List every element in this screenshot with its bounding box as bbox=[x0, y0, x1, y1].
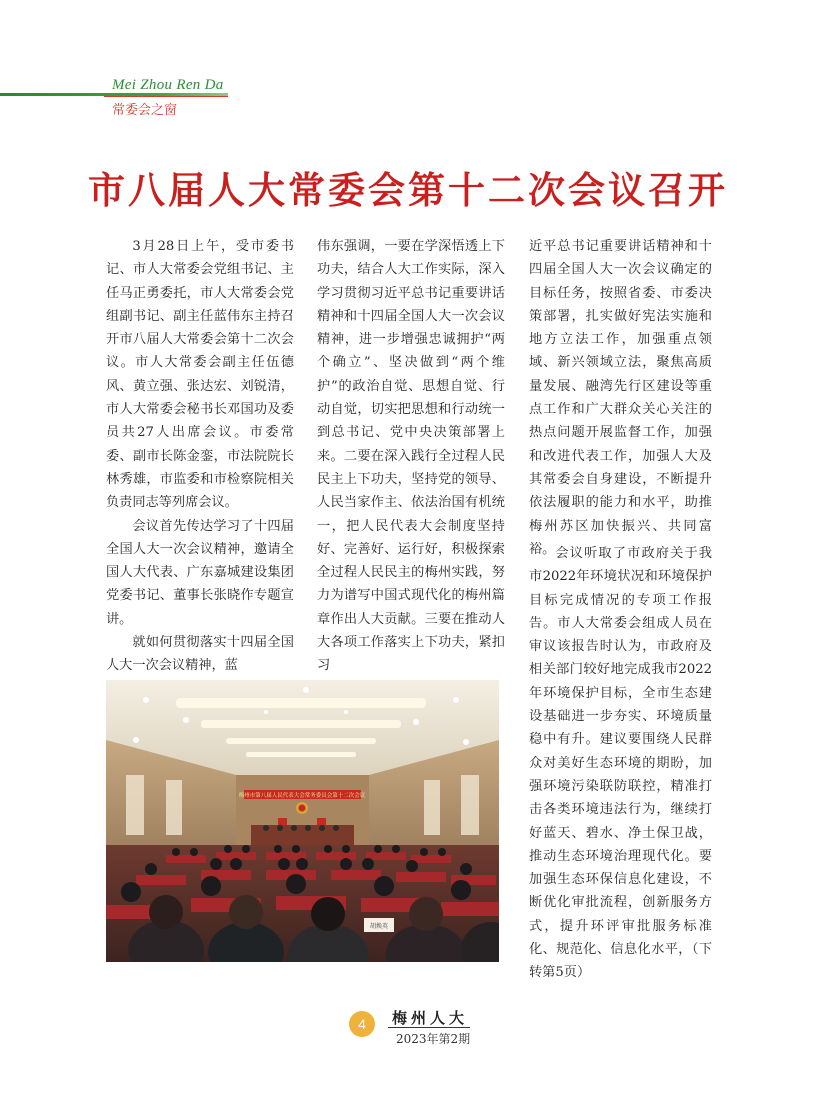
paragraph bbox=[529, 542, 712, 985]
article-title: 市八届人大常委会第十二次会议召开 bbox=[88, 169, 728, 212]
paragraph: 就如何贯彻落实十四届全国人大一次会议精神，蓝 bbox=[106, 635, 294, 674]
column-3-continued bbox=[529, 542, 712, 985]
header-red-rule bbox=[104, 96, 228, 97]
footer-rule bbox=[388, 1027, 470, 1028]
paragraph: 伟东强调，一要在学深悟透上下功夫，结合人大工作实际，深入学习贯彻习近平总书记重要讲话精神和十四届全国人大一次会议精神，进一步增强忠诚拥护“两个确立”、坚决做到“两个维护”的政治自觉、思想自觉、行动自觉，切实把思想和行动统一到总书记、党中央决策部署上来。二要在深入践行全过程人民民主上下功夫，坚持党的领导、人民当家作主、依法治国有机统一，把人民代表大会制度坚持好、完善好、运行好，积极探索全过程人民民主的梅州实践，努力为谱写中国式现代化的梅州篇章作出人大贡献。三要在推动人大各项工作落实上下功夫，紧扣习 bbox=[317, 239, 505, 674]
column-2 bbox=[317, 235, 505, 678]
paragraph: 会议首先传达学习了十四届全国人大一次会议精神，邀请全国人大代表、广东嘉城建设集团党委书记、董事长张晓作专题宣讲。 bbox=[106, 518, 294, 627]
section-label: 常委会之窗 bbox=[112, 103, 178, 118]
meeting-hall-illustration bbox=[106, 680, 499, 962]
column-1 bbox=[106, 235, 294, 678]
issue-label: 2023年第2期 bbox=[396, 1032, 471, 1046]
column-3 bbox=[529, 235, 712, 561]
page-number-badge: 4 bbox=[349, 1011, 375, 1037]
banner-text: 梅州市第八届人民代表大会常务委员会第十二次会议 bbox=[238, 793, 366, 799]
paragraph: 近平总书记重要讲话精神和十四届全国人大一次会议确定的目标任务，按照省委、市委决策部署，扎实做好宪法实施和地方立法工作，加强重点领域、新兴领域立法，聚焦高质量发展、融湾先行区建设等重点工作和广大群众关心关注的热点问题开展监督工作，加强和改进代表工作，加强人大及其常委会自身建设，不断提升依法履职的能力和水平，助推梅州苏区加快振兴、共同富裕。 bbox=[529, 239, 712, 557]
meeting-photo bbox=[106, 680, 499, 962]
magazine-name: 梅州人大 bbox=[392, 1009, 469, 1027]
paragraph-text: 会议听取了市政府关于我市2022年环境状况和环境保护目标完成情况的专项工作报告。市人大常委会组成人员在审议该报告时认为，市政府及相关部门较好地完成我市2022年环境保护目标，全市生态建设基础进一步夯实、环境质量稳中有升。建议要围绕人民群众对美好生态环境的期盼，加强环境污染联防联控，精准打击各类环境违法行为，继续打好蓝天、碧水、净土保卫战，推动生态环境治理现代化。要加强生态环保信息化建设，不断优化审批流程，创新服务方式，提升环评审批服务标准化、规范化、信息化水平， bbox=[529, 546, 712, 958]
header-en: Mei Zhou Ren Da bbox=[112, 77, 224, 93]
paragraph: 3月28日上午，受市委书记、市人大常委会党组书记、主任马正勇委托，市人大常委会党组副书记、副主任蓝伟东主持召开市八届人大常委会第十二次会议。市人大常委会副主任伍德风、黄立强、张达宏、刘锐清，市人大常委会秘书长邓国功及委员共27人出席会议。市委常委、副市长陈金銮，市法院院长林秀雄，市监委和市检察院相关负责同志等列席会议。 bbox=[106, 239, 294, 511]
nameplate-text: 胡焕英 bbox=[369, 923, 389, 930]
continued-on-link: （下转第5页） bbox=[529, 942, 713, 981]
